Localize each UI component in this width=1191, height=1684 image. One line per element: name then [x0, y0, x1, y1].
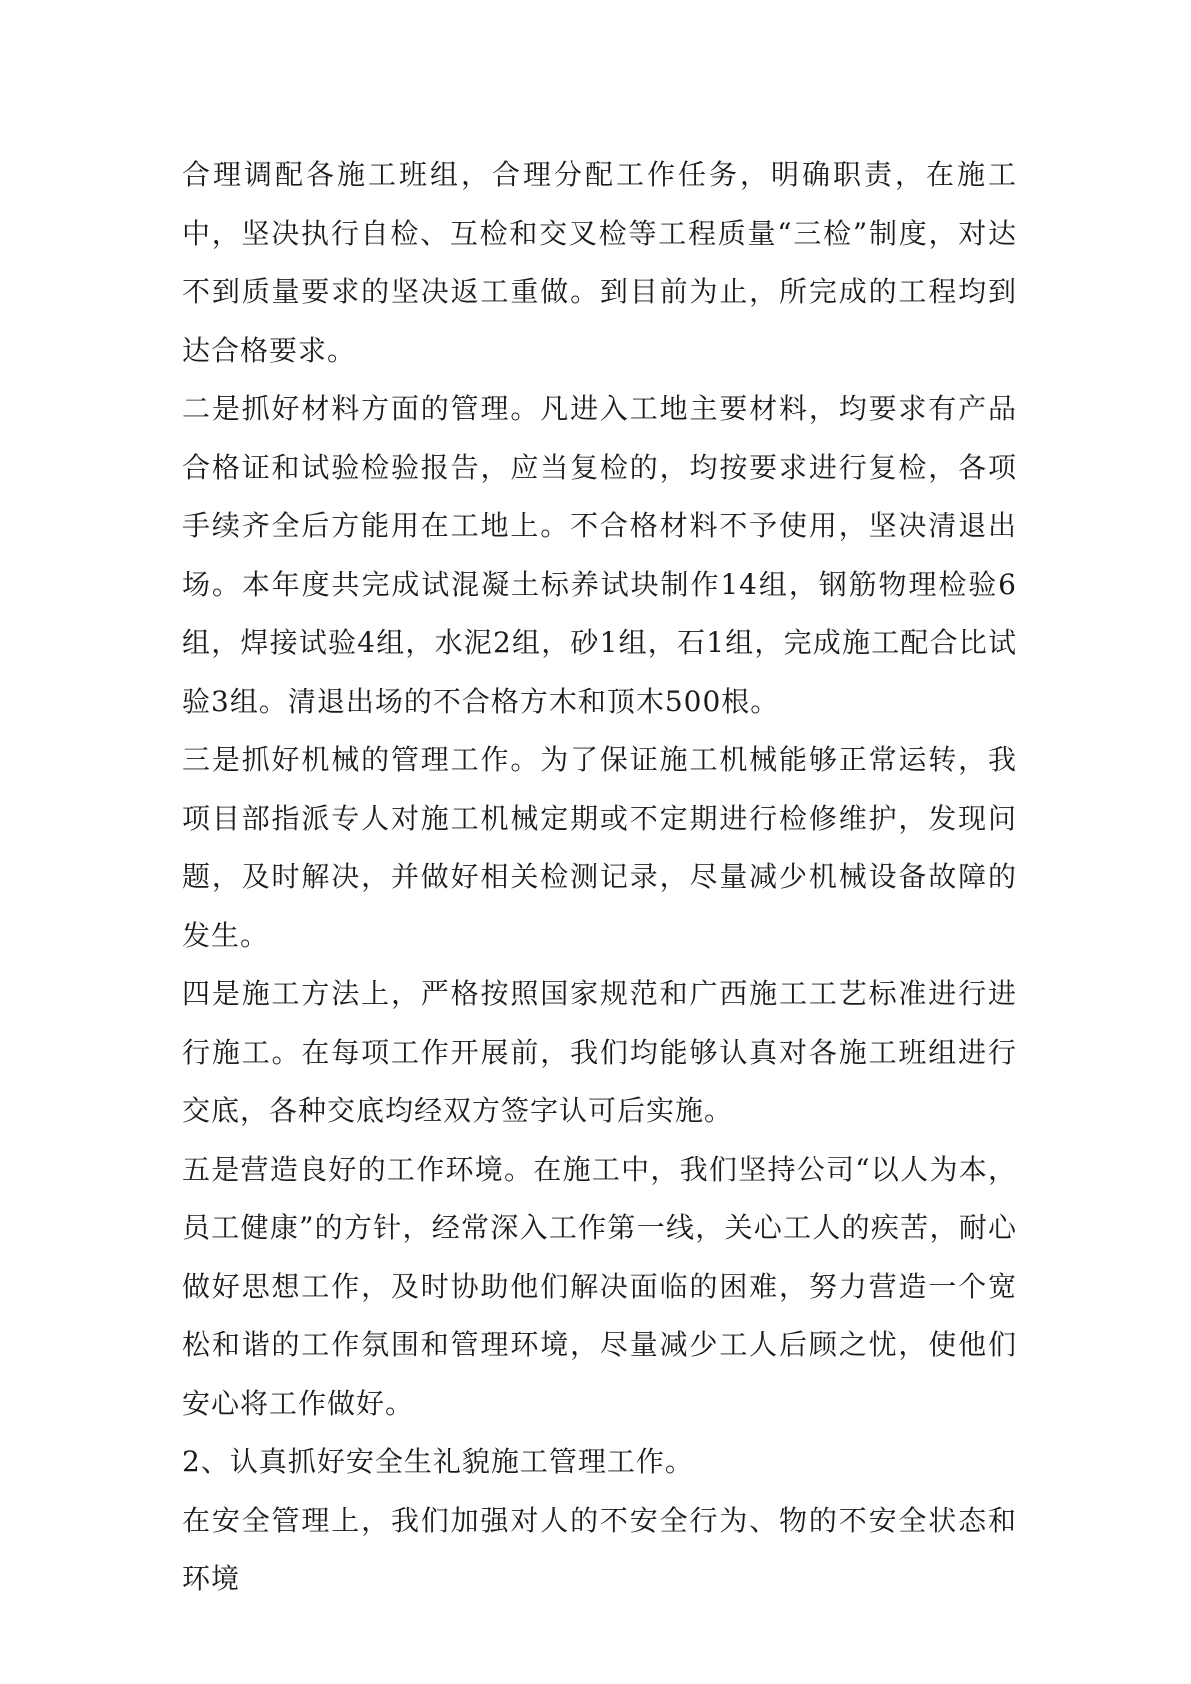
paragraph-machinery-management: 三是抓好机械的管理工作。为了保证施工机械能够正常运转，我项目部指派专人对施工机械定期或不定期进行检修维护，发现问题，及时解决，并做好相关检测记录，尽量减少机械设备故障的发生。: [182, 743, 1017, 952]
paragraph-materials-management: 二是抓好材料方面的管理。凡进入工地主要材料，均要求有产品合格证和试验检验报告，应当复检的，均按要求进行复检，各项手续齐全后方能用在工地上。不合格材料不予使用，坚决清退出场。本年度共完成试混凝土标养试块制作14组，钢筋物理检验6组，焊接试验4组，水泥2组，砂1组，石1组，完成施工配合比试验3组。清退出场的不合格方木和顶木500根。: [182, 392, 1017, 718]
section-heading-safety: 2、认真抓好安全生礼貌施工管理工作。: [182, 1445, 694, 1478]
paragraph-safety-management: 在安全管理上，我们加强对人的不安全行为、物的不安全状态和环境: [182, 1503, 1017, 1595]
paragraph-construction-methods: 四是施工方法上，严格按照国家规范和广西施工工艺标准进行进行施工。在每项工作开展前，我们均能够认真对各施工班组进行交底，各种交底均经双方签字认可后实施。: [182, 977, 1017, 1127]
document-body: [182, 146, 1017, 1609]
paragraph-quality-control: 合理调配各施工班组，合理分配工作任务，明确职责，在施工中，坚决执行自检、互检和交叉检等工程质量“三检”制度，对达不到质量要求的坚决返工重做。到目前为止，所完成的工程均到达合格要求。: [182, 158, 1017, 367]
paragraph-work-environment: 五是营造良好的工作环境。在施工中，我们坚持公司“以人为本，员工健康”的方针，经常深入工作第一线，关心工人的疾苦，耐心做好思想工作，及时协助他们解决面临的困难，努力营造一个宽松和谐的工作氛围和管理环境，尽量减少工人后顾之忧，使他们安心将工作做好。: [182, 1152, 1017, 1420]
